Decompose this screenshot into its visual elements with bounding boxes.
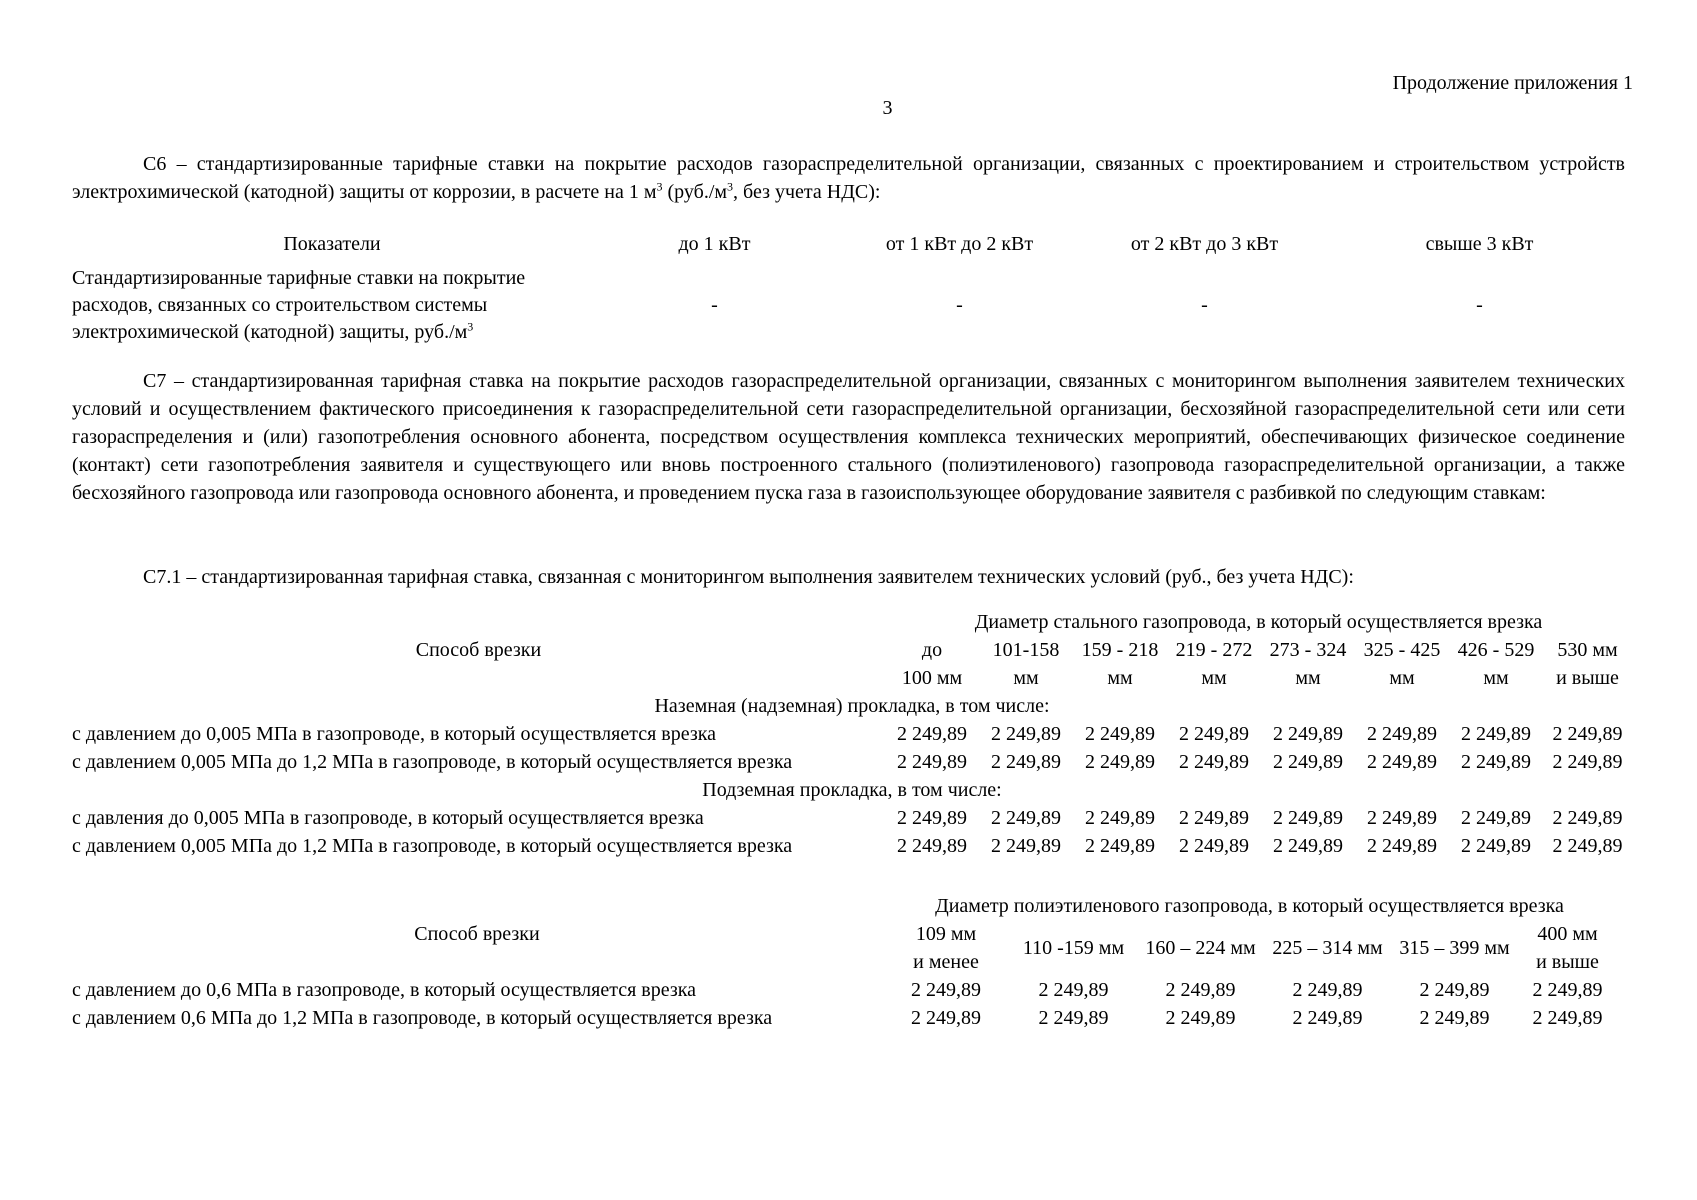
c6-header-col4: свыше 3 кВт xyxy=(1425,233,1534,255)
c6-paragraph-end: , без учета НДС): xyxy=(733,181,881,203)
steel-col-5-line1: 273 - 324 xyxy=(1269,638,1347,661)
steel-section-aboveground: Наземная (надземная) прокладка, в том числе: xyxy=(654,694,1050,717)
c6-paragraph-main: С6 – стандартизированные тарифные ставки на покрытие расходов газораспределительной организации, связанных с проектированием и строительством устройств электрохимической (катодной) защиты от коррозии, в расчете на 1 м xyxy=(72,153,1625,203)
poly-row-label: с давлением 0,6 МПа до 1,2 МПа в газопроводе, в который осуществляется врезка xyxy=(72,1006,773,1029)
steel-cell: 2 249,89 xyxy=(1367,834,1437,857)
poly-cell: 2 249,89 xyxy=(1038,978,1109,1001)
table-row xyxy=(72,720,1632,748)
poly-col-1-line1: 109 мм xyxy=(915,922,977,945)
steel-cell: 2 249,89 xyxy=(991,750,1061,773)
steel-col-6-line2: мм xyxy=(1389,666,1415,689)
steel-cell: 2 249,89 xyxy=(897,750,967,773)
c6-table xyxy=(72,233,1632,346)
steel-col-8-line1: 530 мм xyxy=(1557,638,1618,661)
c71-paragraph: С7.1 – стандартизированная тарифная ставка, связанная с мониторингом выполнения заявителем технических условий (руб., без учета НДС): xyxy=(143,566,1354,588)
steel-cell: 2 249,89 xyxy=(897,722,967,745)
steel-cell: 2 249,89 xyxy=(1552,806,1623,829)
steel-col-5-line2: мм xyxy=(1295,666,1321,689)
c6-sup-2: 3 xyxy=(727,179,734,194)
steel-cell: 2 249,89 xyxy=(1461,806,1531,829)
table-row xyxy=(72,804,1632,832)
steel-col-4-line2: мм xyxy=(1201,666,1227,689)
steel-row-label: с давлением 0,005 МПа до 1,2 МПа в газопроводе, в который осуществляется врезка xyxy=(72,750,793,773)
steel-col-2-line2: мм xyxy=(1013,666,1039,689)
table-row xyxy=(72,748,1632,776)
steel-col-3-line2: мм xyxy=(1107,666,1133,689)
c6-cell-4: - xyxy=(1476,294,1483,316)
table-row xyxy=(72,1004,1617,1032)
poly-cell: 2 249,89 xyxy=(1419,978,1490,1001)
poly-cell: 2 249,89 xyxy=(1165,1006,1236,1029)
steel-pipe-table xyxy=(72,608,1632,860)
c6-header-col3: от 2 кВт до 3 кВт xyxy=(1130,233,1279,255)
steel-cell: 2 249,89 xyxy=(1179,722,1249,745)
c6-paragraph xyxy=(72,150,1625,206)
poly-method-header: Способ врезки xyxy=(414,922,540,945)
steel-cell: 2 249,89 xyxy=(1367,750,1437,773)
steel-cell: 2 249,89 xyxy=(1273,834,1343,857)
steel-col-7-line1: 426 - 529 xyxy=(1457,638,1535,661)
steel-col-1-line2: 100 мм xyxy=(901,666,963,689)
steel-cell: 2 249,89 xyxy=(1085,722,1155,745)
steel-col-6-line1: 325 - 425 xyxy=(1363,638,1441,661)
table-row xyxy=(72,265,1632,346)
c6-paragraph-mid: (руб./м xyxy=(662,181,728,203)
steel-cell: 2 249,89 xyxy=(991,806,1061,829)
steel-method-header: Способ врезки xyxy=(415,638,542,661)
poly-cell: 2 249,89 xyxy=(1292,978,1363,1001)
steel-cell: 2 249,89 xyxy=(1273,722,1343,745)
c6-row-label-sup: 3 xyxy=(467,319,474,334)
steel-cell: 2 249,89 xyxy=(897,806,967,829)
steel-cell: 2 249,89 xyxy=(1085,834,1155,857)
poly-group-header: Диаметр полиэтиленового газопровода, в который осуществляется врезка xyxy=(935,894,1564,917)
steel-cell: 2 249,89 xyxy=(1552,722,1623,745)
c6-cell-3: - xyxy=(1201,294,1208,316)
poly-pipe-table xyxy=(72,892,1617,1032)
steel-cell: 2 249,89 xyxy=(1461,834,1531,857)
steel-col-7-line2: мм xyxy=(1483,666,1509,689)
c6-row-label xyxy=(72,265,592,346)
steel-cell: 2 249,89 xyxy=(1552,750,1623,773)
steel-col-2-line1: 101-158 xyxy=(992,638,1060,661)
steel-cell: 2 249,89 xyxy=(1367,806,1437,829)
poly-cell: 2 249,89 xyxy=(911,1006,981,1029)
poly-cell: 2 249,89 xyxy=(1292,1006,1363,1029)
steel-cell: 2 249,89 xyxy=(991,722,1061,745)
steel-row-label: с давлением 0,005 МПа до 1,2 МПа в газопроводе, в который осуществляется врезка xyxy=(72,834,793,857)
steel-cell: 2 249,89 xyxy=(1085,806,1155,829)
poly-col-3: 160 – 224 мм xyxy=(1145,936,1256,959)
c6-cell-2: - xyxy=(956,294,963,316)
steel-cell: 2 249,89 xyxy=(1273,750,1343,773)
poly-cell: 2 249,89 xyxy=(1532,978,1603,1001)
poly-col-5: 315 – 399 мм xyxy=(1399,936,1510,959)
c6-cell-1: - xyxy=(711,294,718,316)
table-row xyxy=(72,976,1617,1004)
steel-cell: 2 249,89 xyxy=(1179,750,1249,773)
poly-cell: 2 249,89 xyxy=(1038,1006,1109,1029)
steel-cell: 2 249,89 xyxy=(1461,722,1531,745)
steel-cell: 2 249,89 xyxy=(1367,722,1437,745)
poly-col-6-line2: и выше xyxy=(1536,950,1599,973)
continuation-label: Продолжение приложения 1 xyxy=(1392,72,1633,94)
steel-col-3-line1: 159 - 218 xyxy=(1081,638,1159,661)
c6-header-indicators: Показатели xyxy=(283,233,381,255)
poly-cell: 2 249,89 xyxy=(1419,1006,1490,1029)
steel-col-8-line2: и выше xyxy=(1556,666,1619,689)
steel-cell: 2 249,89 xyxy=(1085,750,1155,773)
poly-col-2: 110 -159 мм xyxy=(1022,936,1125,959)
steel-cell: 2 249,89 xyxy=(1179,806,1249,829)
poly-col-4: 225 – 314 мм xyxy=(1272,936,1383,959)
poly-cell: 2 249,89 xyxy=(1165,978,1236,1001)
steel-col-1-line1: до xyxy=(921,638,943,661)
page-number: 3 xyxy=(882,97,893,119)
steel-cell: 2 249,89 xyxy=(1461,750,1531,773)
steel-cell: 2 249,89 xyxy=(991,834,1061,857)
c6-header-col2: от 1 кВт до 2 кВт xyxy=(885,233,1034,255)
steel-cell: 2 249,89 xyxy=(897,834,967,857)
steel-group-header: Диаметр стального газопровода, в который осуществляется врезка xyxy=(974,610,1543,633)
table-row xyxy=(72,832,1632,860)
steel-section-underground: Подземная прокладка, в том числе: xyxy=(702,778,1002,801)
poly-col-6-line1: 400 мм xyxy=(1537,922,1598,945)
steel-cell: 2 249,89 xyxy=(1552,834,1623,857)
steel-row-label: с давления до 0,005 МПа в газопроводе, в который осуществляется врезка xyxy=(72,806,704,829)
poly-row-label: с давлением до 0,6 МПа в газопроводе, в который осуществляется врезка xyxy=(72,978,697,1001)
c7-paragraph: С7 – стандартизированная тарифная ставка на покрытие расходов газораспределительной организации, связанных с мониторингом выполнения заявителем технических условий и осуществлением фактического присоединения к газораспределительной сети газораспределительной организации, бесхозяйной газораспределительной сети или сети газораспределения и (или) газопотребления основного абонента, посредством осуществления комплекса технических мероприятий, обеспечивающих физическое соединение (контакт) сети газопотребления заявителя и существующего или вновь построенного стального (полиэтиленового) газопровода газораспределительной организации, а также бесхозяйного газопровода или газопровода основного абонента, и проведением пуска газа в газоиспользующее оборудование заявителя с разбивкой по следующим ставкам: xyxy=(72,370,1625,504)
poly-cell: 2 249,89 xyxy=(1532,1006,1603,1029)
c6-row-label-text: Стандартизированные тарифные ставки на покрытие расходов, связанных со строительством системы электрохимической (катодной) защиты, руб./м xyxy=(72,267,526,343)
steel-row-label: с давлением до 0,005 МПа в газопроводе, в который осуществляется врезка xyxy=(72,722,717,745)
steel-cell: 2 249,89 xyxy=(1273,806,1343,829)
steel-col-4-line1: 219 - 272 xyxy=(1175,638,1253,661)
steel-cell: 2 249,89 xyxy=(1179,834,1249,857)
poly-col-1-line2: и менее xyxy=(913,950,979,973)
c6-header-col1: до 1 кВт xyxy=(678,233,751,255)
poly-cell: 2 249,89 xyxy=(911,978,981,1001)
c6-sup-1: 3 xyxy=(656,179,663,194)
